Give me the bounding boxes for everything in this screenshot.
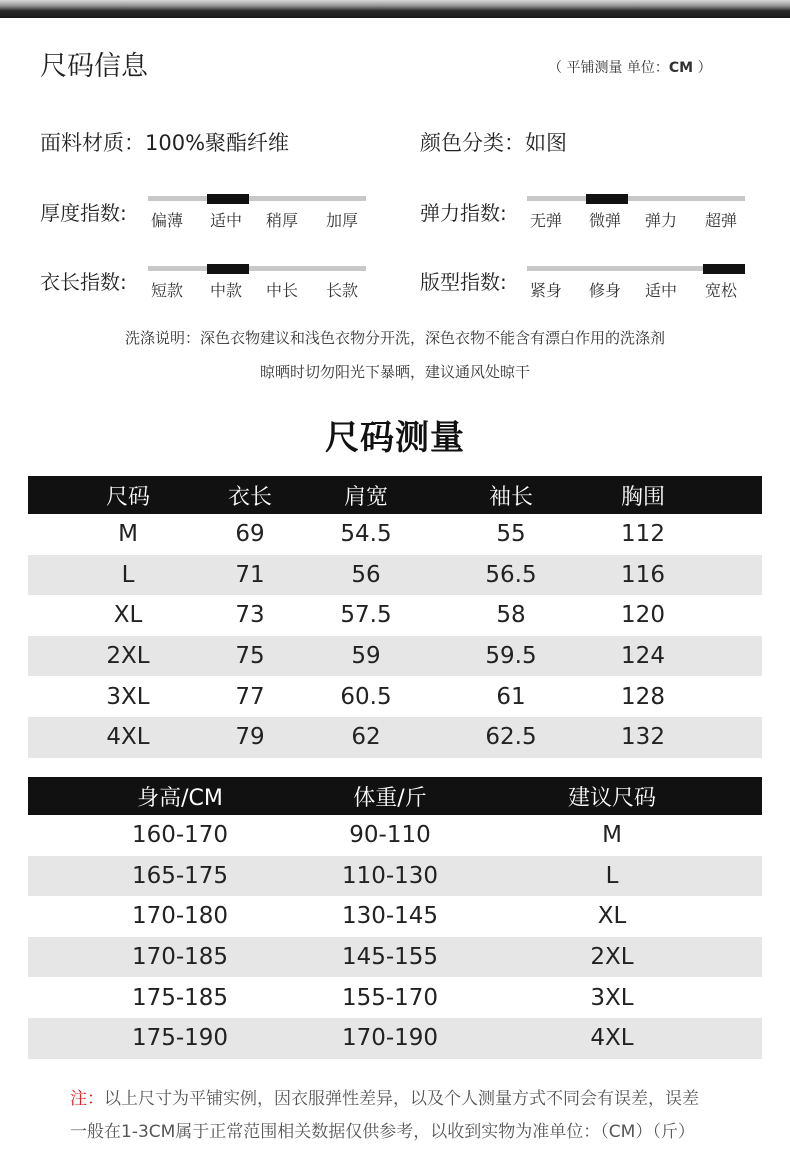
table-cell: 3XL [106,683,150,710]
table-header [28,476,762,514]
header-cell: 胸围 [620,484,665,510]
table-cell: XL [113,602,143,629]
wash-instructions-line2: 晾晒时切勿阳光下暴晒，建议通风处晾干 [259,363,530,381]
table-cell: 56.5 [485,561,537,588]
scale-track [527,196,745,201]
scale-marker [207,264,249,274]
scale-option: 中长 [265,281,298,300]
table-row [28,977,762,1018]
page-title: 尺码信息 [40,51,148,82]
table-cell: 175-185 [131,984,229,1011]
elasticity-scale [527,194,745,230]
table-cell: 73 [235,602,265,629]
header-cell: 袖长 [488,484,533,510]
scale-option: 长款 [325,281,358,300]
scale-option: 适中 [209,211,242,230]
table-row [28,636,762,677]
table-cell: 57.5 [340,602,392,629]
header-cell: 肩宽 [343,484,388,510]
elasticity-label: 弹力指数: [420,201,507,225]
header-cell: 体重/斤 [353,785,427,811]
header-cell: 建议尺码 [567,785,656,811]
table-cell: 132 [621,724,665,751]
unit-note: （ 平铺测量 单位：CM ） [548,60,712,76]
header-cell: 尺码 [105,484,150,510]
table-cell: 160-170 [131,822,229,849]
table-cell: 71 [235,561,265,588]
scale-option: 适中 [644,281,677,300]
color-spec: 颜色分类：如图 [420,131,567,155]
header-cell: 身高/CM [137,785,223,811]
scale-option: 偏薄 [150,211,183,230]
table-cell: 60.5 [340,683,392,710]
size-table [28,476,762,758]
scale-option: 弹力 [644,211,677,230]
scale-track [148,196,366,201]
table-row [28,896,762,937]
scale-option: 加厚 [325,211,358,230]
scale-marker [586,194,628,204]
table-cell: 4XL [106,724,150,751]
scale-option: 中款 [209,281,242,300]
table-row [28,937,762,978]
table-cell: 130-145 [341,903,439,930]
scale-option: 稍厚 [265,211,298,230]
scale-track [148,266,366,271]
table-cell: 110-130 [341,862,439,889]
scale-option: 修身 [588,281,621,300]
table-cell: 165-175 [131,862,229,889]
table-cell: 2XL [106,643,150,670]
table-cell: 3XL [590,984,634,1011]
table-header [28,777,762,815]
fit-label: 版型指数: [420,270,507,294]
table-cell: 69 [235,521,265,548]
scale-option: 微弹 [588,211,621,230]
table-cell: 155-170 [341,984,439,1011]
table-cell: 145-155 [341,944,439,971]
scale-option: 短款 [150,281,183,300]
measure-title: 尺码测量 [325,418,465,458]
table-row [28,555,762,596]
table-cell: XL [597,903,627,930]
table-cell: 62.5 [485,724,537,751]
table-cell: 128 [621,683,665,710]
table-cell: 58 [496,602,526,629]
wash-instructions-line1: 洗涤说明：深色衣物建议和浅色衣物分开洗，深色衣物不能含有漂白作用的洗涤剂 [124,329,665,347]
table-cell: 62 [351,724,381,751]
table-cell: 79 [235,724,265,751]
table-cell: 59.5 [485,643,537,670]
recommend-table [28,777,762,1059]
fit-scale [527,264,745,300]
scale-option: 超弹 [704,211,737,230]
thickness-scale [148,194,366,230]
table-cell: 61 [496,683,526,710]
table-row [28,676,762,717]
table-cell: 124 [621,643,665,670]
table-cell: 170-190 [341,1025,439,1052]
top-border [0,0,790,18]
table-cell: L [121,561,135,588]
table-cell: 170-180 [131,903,229,930]
table-cell: 59 [351,643,381,670]
table-cell: 120 [621,602,665,629]
table-cell: 2XL [590,944,634,971]
table-row [28,514,762,555]
scale-marker [207,194,249,204]
footnote-line1: 注：以上尺寸为平铺实例，因衣服弹性差异，以及个人测量方式不同会有误差，误差 [70,1089,699,1109]
table-row [28,595,762,636]
table-cell: L [605,862,619,889]
header-cell: 衣长 [227,484,272,510]
table-cell: 56 [351,561,381,588]
length-scale [148,264,366,300]
table-cell: M [602,822,622,849]
table-cell: 112 [621,521,665,548]
scale-marker [703,264,745,274]
table-cell: 170-185 [131,944,229,971]
length-label: 衣长指数: [40,270,127,294]
scale-option: 紧身 [529,281,562,300]
table-row [28,1018,762,1059]
table-cell: 90-110 [349,822,431,849]
table-cell: 4XL [590,1025,634,1052]
table-cell: 75 [235,643,265,670]
thickness-label: 厚度指数: [40,201,127,225]
table-cell: M [118,521,138,548]
table-cell: 54.5 [340,521,392,548]
table-cell: 55 [496,521,526,548]
scale-option: 宽松 [704,281,737,300]
table-row [28,717,762,758]
table-cell: 116 [621,561,665,588]
footnote-line2: 一般在1-3CM属于正常范围相关数据仅供参考，以收到实物为准单位：（CM）（斤） [70,1122,695,1142]
table-cell: 175-190 [131,1025,229,1052]
table-cell: 77 [235,683,265,710]
table-row [28,815,762,856]
scale-option: 无弹 [529,211,562,230]
fabric-spec: 面料材质：100%聚酯纤维 [40,131,290,155]
table-row [28,856,762,897]
